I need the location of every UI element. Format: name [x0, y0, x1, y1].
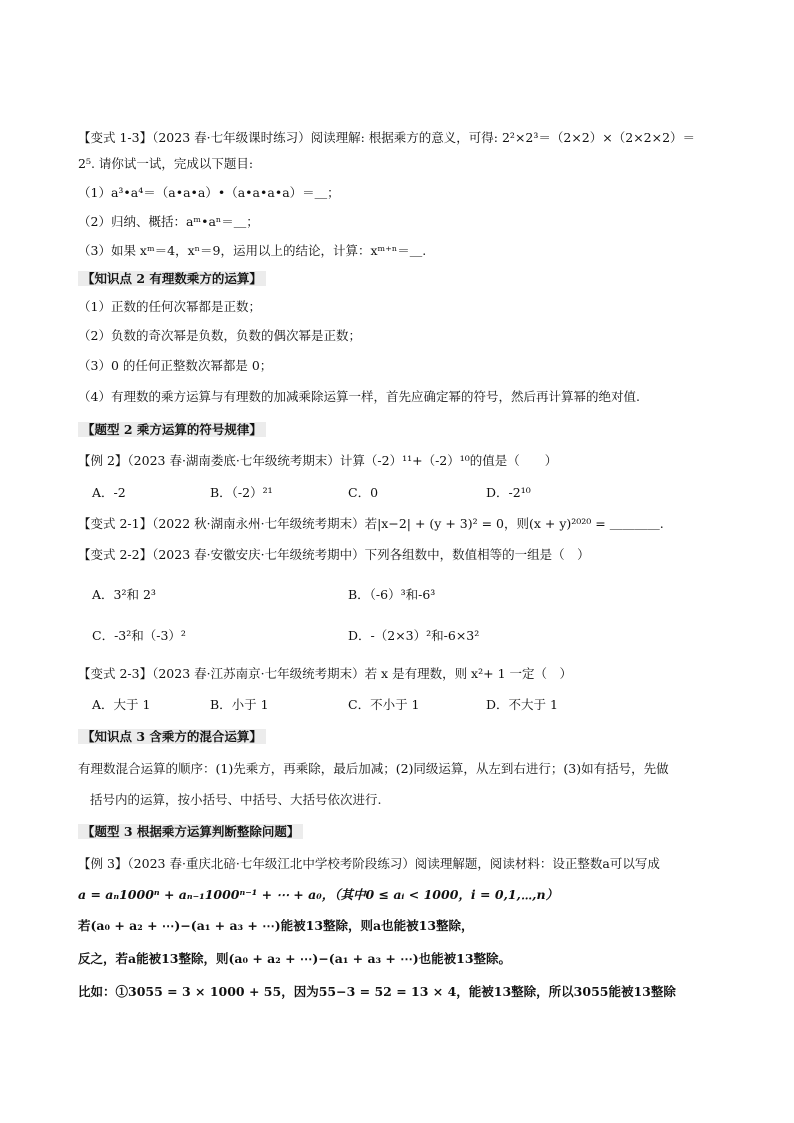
- knowledge-point-3-heading: 【知识点 3 含乘方的混合运算】: [78, 729, 266, 744]
- kp2-point-1: （1）正数的任何次幂都是正数；: [78, 299, 261, 314]
- kp2-point-2: （2）负数的奇次幂是负数，负数的偶次幂是正数；: [78, 328, 361, 343]
- question-type-3-heading: 【题型 3 根据乘方运算判断整除问题】: [78, 824, 303, 839]
- question-type-2-heading: 【题型 2 乘方运算的符号规律】: [78, 422, 266, 437]
- variant-1-3-line1: 【变式 1-3】（2023 春·七年级课时练习）阅读理解: 根据乘方的意义，可得: 2²×2³＝（2×2）×（2×2×2）＝: [78, 130, 696, 145]
- variant-2-2-option-b: B．（-6）³和-6³: [348, 587, 436, 602]
- example-3-line5: 比如：①3055 = 3 × 1000 + 55，因为55−3 = 52 = 13 × 4，能被13整除，所以3055能被13整除: [78, 984, 676, 999]
- variant-2-2-option-d: D．-（2×3）²和-6×3²: [348, 628, 480, 643]
- variant-2-2-option-a: A．3²和 2³: [92, 587, 156, 602]
- variant-2-3-stem: 【变式 2-3】（2023 春·江苏南京·七年级统考期末）若 x 是有理数，则 x²+ 1 一定（ ）: [78, 666, 572, 681]
- kp3-paragraph-line1: 有理数混合运算的顺序：(1)先乘方，再乘除，最后加减；(2)同级运算，从左到右进行；(3)如有括号，先做: [78, 761, 669, 776]
- example-2-option-d: D．-2¹⁰: [486, 485, 531, 500]
- variant-1-3-q1: （1）a³•a⁴＝（a•a•a）•（a•a•a•a）＝＿；: [78, 185, 340, 200]
- example-2-option-a: A．-2: [92, 485, 126, 500]
- knowledge-point-3-row: [78, 728, 266, 746]
- kp3-paragraph-line2: 括号内的运算，按小括号、中括号、大括号依次进行.: [90, 792, 382, 807]
- variant-2-1-stem: 【变式 2-1】（2022 秋·湖南永州·七年级统考期末）若|x−2| + (y + 3)² = 0，则(x + y)²⁰²⁰ = ＿＿＿＿.: [78, 516, 664, 531]
- knowledge-point-2-row: [78, 270, 266, 288]
- example-2-stem: 【例 2】（2023 春·湖南娄底·七年级统考期末）计算（-2）¹¹+（-2）¹⁰的值是（ ）: [78, 453, 558, 468]
- variant-2-2-option-c: C．-3²和（-3）²: [92, 628, 186, 643]
- kp2-point-3: （3）0 的任何正整数次幂都是 0；: [78, 358, 273, 373]
- kp2-point-4: （4）有理数的乘方运算与有理数的加减乘除运算一样，首先应确定幂的符号，然后再计算幂的绝对值.: [78, 389, 640, 404]
- knowledge-point-2-heading: 【知识点 2 有理数乘方的运算】: [78, 271, 266, 286]
- variant-1-3-q3: （3）如果 xᵐ＝4，xⁿ＝9，运用以上的结论，计算：xᵐ⁺ⁿ＝＿.: [78, 243, 427, 258]
- variant-2-3-option-d: D．不大于 1: [486, 697, 558, 712]
- example-3-formula: a = aₙ1000ⁿ + aₙ₋₁1000ⁿ⁻¹ + ⋯ + a₀，（其中0 ≤ aᵢ < 1000，i = 0,1,⋯,n）: [78, 887, 559, 902]
- variant-2-3-option-c: C．不小于 1: [348, 697, 420, 712]
- question-type-3-row: [78, 823, 303, 841]
- example-2-option-b: B．（-2）²¹: [210, 485, 273, 500]
- variant-1-3-q2: （2）归纳、概括：aᵐ•aⁿ＝＿；: [78, 214, 259, 229]
- example-3-line1: 【例 3】（2023 春·重庆北碚·七年级江北中学校考阶段练习）阅读理解题，阅读材料：设正整数a可以写成: [78, 856, 660, 871]
- example-2-option-c: C．0: [348, 485, 379, 500]
- question-type-2-row: [78, 421, 266, 439]
- variant-2-3-option-b: B．小于 1: [210, 697, 269, 712]
- example-3-line3: 若(a₀ + a₂ + ⋯)−(a₁ + a₃ + ⋯)能被13整除，则a也能被13整除，: [78, 918, 474, 933]
- variant-1-3-line2: 2⁵. 请你试一试，完成以下题目:: [78, 156, 254, 171]
- variant-2-2-stem: 【变式 2-2】（2023 春·安徽安庆·七年级统考期中）下列各组数中，数值相等的一组是（ ）: [78, 547, 590, 562]
- example-3-line4: 反之，若a能被13整除，则(a₀ + a₂ + ⋯)−(a₁ + a₃ + ⋯)也能被13整除。: [78, 951, 512, 966]
- variant-2-3-option-a: A．大于 1: [92, 697, 151, 712]
